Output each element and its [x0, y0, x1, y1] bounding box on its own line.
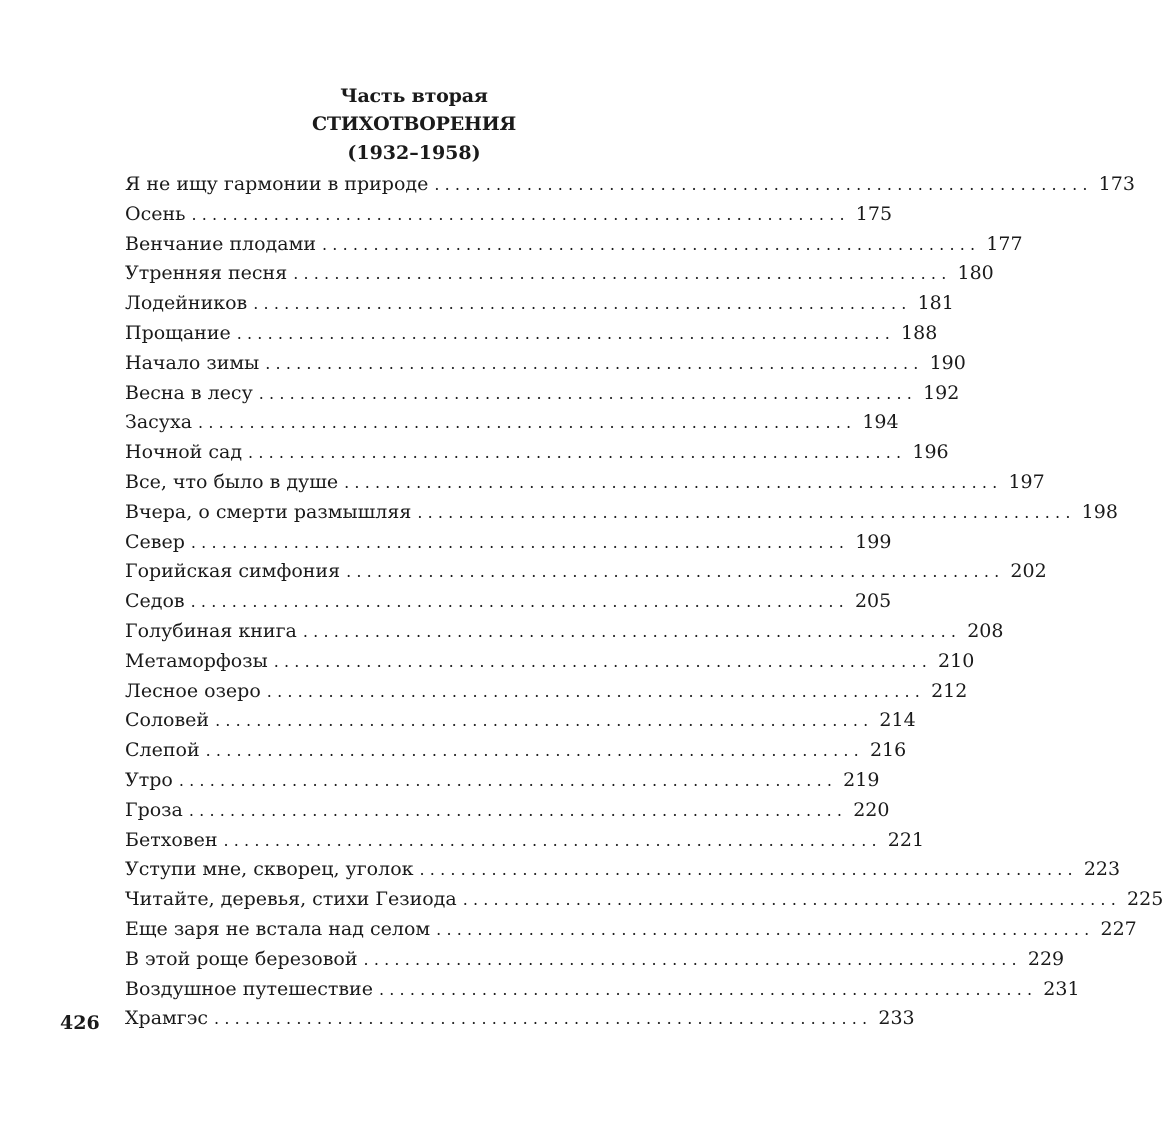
- dot-leader: ................................................................: [236, 323, 896, 343]
- toc-entry-title: Лесное озеро: [125, 679, 261, 702]
- toc-entry-page: 180: [957, 262, 994, 285]
- toc-entry: [125, 1004, 915, 1034]
- toc-entry-title: Весна в лесу: [125, 381, 253, 404]
- toc-entry-title: Ночной сад: [125, 441, 243, 464]
- toc-entry-page: 181: [917, 292, 954, 315]
- dot-leader: ................................................................: [258, 383, 918, 403]
- toc-entry-page: 216: [869, 739, 907, 762]
- toc-entry-title: Лодейников: [125, 292, 248, 315]
- toc-entry: [125, 379, 960, 409]
- toc-entry: [125, 498, 1118, 528]
- toc-entry-page: 208: [967, 619, 1004, 642]
- toc-entry-page: 199: [855, 530, 892, 553]
- toc-entry-title: Север: [125, 530, 185, 553]
- dot-leader: ................................................................: [419, 860, 1078, 880]
- toc-entry-page: 192: [923, 381, 960, 404]
- section-title: СТИХОТВОРЕНИЯ: [311, 113, 517, 135]
- toc-entry: [125, 736, 907, 766]
- toc-entry-title: Бетховен: [125, 828, 218, 851]
- dot-leader: ................................................................: [190, 532, 850, 552]
- toc-entry-page: 223: [1083, 858, 1121, 881]
- dot-leader: ................................................................: [293, 264, 952, 284]
- table-of-contents: [125, 170, 1163, 1034]
- dot-leader: ................................................................: [205, 741, 864, 761]
- dot-leader: ................................................................: [378, 979, 1038, 999]
- toc-entry-page: 233: [878, 1007, 915, 1030]
- toc-entry-page: 175: [855, 202, 893, 225]
- dot-leader: ................................................................: [265, 353, 924, 373]
- toc-entry: [125, 438, 949, 468]
- toc-entry-title: Утренняя песня: [125, 262, 288, 285]
- toc-entry-title: Еще заря не встала над селом: [125, 917, 431, 940]
- toc-entry: [125, 885, 1163, 915]
- toc-entry: [125, 647, 975, 677]
- dot-leader: ................................................................: [302, 621, 962, 641]
- toc-entry-page: 220: [853, 798, 890, 821]
- toc-entry-page: 212: [931, 679, 968, 702]
- toc-entry-title: Читайте, деревья, стихи Гезиода: [125, 888, 457, 911]
- toc-entry: [125, 349, 966, 379]
- toc-entry-title: Венчание плодами: [125, 232, 317, 255]
- toc-entry: [125, 230, 1023, 260]
- section-years: (1932–1958): [347, 142, 481, 164]
- toc-entry-title: Вчера, о смерти размышляя: [125, 500, 412, 523]
- dot-leader: ................................................................: [266, 681, 926, 701]
- dot-leader: ................................................................: [346, 562, 1005, 582]
- toc-entry: [125, 200, 893, 230]
- dot-leader: ................................................................: [188, 800, 848, 820]
- toc-entry: [125, 915, 1137, 945]
- dot-leader: ................................................................: [434, 175, 1093, 194]
- dot-leader: ................................................................: [436, 919, 1095, 939]
- toc-entry-title: Прощание: [125, 321, 231, 344]
- toc-entry-page: 225: [1127, 888, 1163, 911]
- toc-entry: [125, 170, 1135, 200]
- dot-leader: ................................................................: [322, 234, 981, 254]
- toc-entry: [125, 528, 892, 558]
- toc-entry-title: Утро: [125, 768, 173, 791]
- toc-entry-page: 210: [938, 649, 975, 672]
- toc-entry-title: Все, что было в душе: [125, 470, 339, 493]
- dot-leader: ................................................................: [190, 592, 849, 612]
- toc-entry: [125, 796, 890, 826]
- toc-entry-page: 198: [1081, 500, 1118, 523]
- toc-entry: [125, 855, 1121, 885]
- toc-entry-page: 197: [1008, 470, 1045, 493]
- toc-entry: [125, 677, 968, 707]
- toc-entry: [125, 289, 954, 319]
- toc-entry-title: Воздушное путешествие: [125, 977, 373, 1000]
- toc-entry-page: 219: [843, 768, 880, 791]
- toc-entry-page: 231: [1043, 977, 1080, 1000]
- toc-entry-title: Голубиная книга: [125, 619, 297, 642]
- toc-entry: [125, 587, 892, 617]
- toc-entry-title: Седов: [125, 590, 185, 613]
- toc-entry-title: Слепой: [125, 739, 200, 762]
- dot-leader: ................................................................: [198, 413, 857, 433]
- toc-entry: [125, 826, 925, 856]
- toc-entry: [125, 617, 1004, 647]
- toc-entry: [125, 408, 899, 438]
- toc-entry-page: 188: [901, 321, 938, 344]
- dot-leader: ................................................................: [417, 502, 1076, 522]
- toc-entry-page: 173: [1098, 173, 1135, 195]
- toc-entry: [125, 319, 938, 349]
- toc-entry-page: 227: [1100, 917, 1137, 940]
- toc-entry: [125, 975, 1080, 1005]
- part-title: Часть вторая: [340, 85, 488, 107]
- dot-leader: ................................................................: [214, 1009, 873, 1029]
- toc-entry-page: 196: [912, 441, 949, 464]
- toc-entry-page: 214: [879, 709, 916, 732]
- toc-entry: [125, 468, 1045, 498]
- dot-leader: ................................................................: [344, 472, 1003, 492]
- dot-leader: ................................................................: [253, 294, 912, 314]
- dot-leader: ................................................................: [273, 651, 933, 671]
- dot-leader: ................................................................: [248, 443, 907, 463]
- toc-entry: [125, 945, 1065, 975]
- toc-entry-page: 229: [1027, 947, 1065, 970]
- toc-entry: [125, 259, 994, 289]
- toc-entry-title: Соловей: [125, 709, 210, 732]
- toc-entry: [125, 557, 1047, 587]
- toc-entry-title: Уступи мне, скворец, уголок: [125, 858, 414, 881]
- dot-leader: ................................................................: [191, 204, 850, 224]
- toc-entry-title: В этой роще березовой: [125, 947, 358, 970]
- toc-entry-page: 202: [1010, 560, 1047, 583]
- dot-leader: ................................................................: [178, 770, 838, 790]
- dot-leader: ................................................................: [223, 830, 882, 850]
- dot-leader: ................................................................: [363, 949, 1022, 969]
- toc-entry: [125, 766, 880, 796]
- toc-entry-page: 177: [986, 232, 1023, 255]
- toc-entry-page: 205: [854, 590, 892, 613]
- toc-entry-title: Засуха: [125, 411, 193, 434]
- toc-entry-title: Осень: [125, 202, 186, 225]
- page-number: 426: [60, 1012, 100, 1034]
- dot-leader: ................................................................: [215, 711, 874, 731]
- toc-entry-title: Гроза: [125, 798, 183, 821]
- toc-entry-page: 221: [887, 828, 925, 851]
- toc-entry-title: Храмгэс: [125, 1007, 209, 1030]
- dot-leader: ................................................................: [462, 890, 1122, 910]
- toc-entry-page: 194: [862, 411, 899, 434]
- toc-entry-page: 190: [929, 351, 966, 374]
- section-header: [125, 82, 703, 168]
- toc-entry-title: Метаморфозы: [125, 649, 268, 672]
- toc-entry: [125, 706, 916, 736]
- toc-entry-title: Горийская симфония: [125, 560, 341, 583]
- toc-entry-title: Я не ищу гармонии в природе: [125, 173, 429, 195]
- toc-entry-title: Начало зимы: [125, 351, 260, 374]
